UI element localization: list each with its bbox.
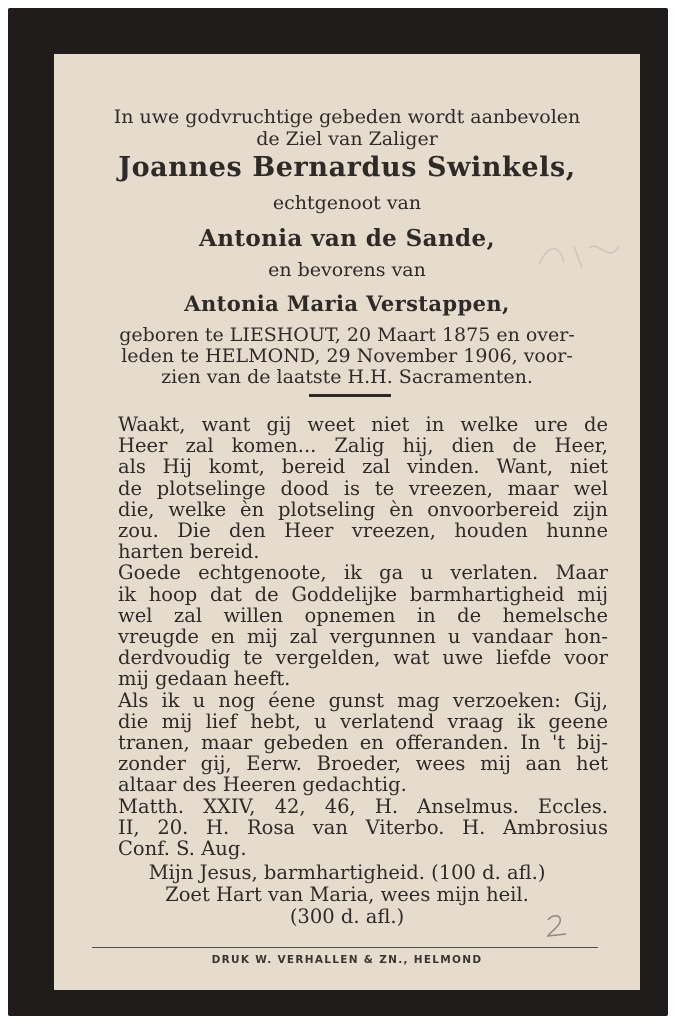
card-paper <box>54 54 640 990</box>
body-line: die, welke èn plotseling èn onvoorbereid zijn <box>118 497 608 521</box>
body-line: zonder gij, Eerw. Broeder, wees mij aan het <box>118 752 608 776</box>
intro-line-2: de Ziel van Zaliger <box>256 128 438 150</box>
card-header <box>54 106 640 388</box>
body-line: vreugde en mij zal vergunnen u vandaar hon- <box>118 625 608 649</box>
body-line: als Hij komt, bereid zal vinden. Want, niet <box>118 455 608 479</box>
body-line: ik hoop dat de Goddelijke barmhartigheid mij <box>118 582 608 606</box>
body-line: mij gedaan heeft. <box>118 667 291 691</box>
birth-death-line-3: zien van de laatste H.H. Sacramenten. <box>161 366 533 388</box>
body-line: Heer zal komen... Zalig hij, dien de Heer, <box>118 434 608 458</box>
deceased-name: Joannes Bernardus Swinkels, <box>118 152 576 183</box>
pencil-mark <box>542 912 572 938</box>
former-label: en bevorens van <box>268 259 426 281</box>
body-line: die mij lief hebt, u verlatend vraag ik geene <box>118 709 608 733</box>
divider-rule <box>309 394 391 397</box>
body-line: de plotselinge dood is te vreezen, maar wel <box>118 476 608 500</box>
body-line: zou. Die den Heer vreezen, houden hunne <box>118 519 608 543</box>
closing-line-3: (300 d. afl.) <box>289 905 405 928</box>
footer-rule <box>92 947 598 948</box>
birth-death-line-2: leden te HELMOND, 29 November 1906, voor- <box>121 345 573 367</box>
birth-death-line-1: geboren te LIESHOUT, 20 Maart 1875 en over- <box>119 324 575 346</box>
prayer-text <box>118 414 608 859</box>
body-line: Als ik u nog éene gunst mag verzoeken: Gij, <box>118 688 608 712</box>
body-line: derdvoudig te vergelden, wat uwe liefde voor <box>118 646 608 670</box>
body-line: Waakt, want gij weet niet in welke ure de <box>118 413 608 436</box>
body-line: Goede echtgenoote, ik ga u verlaten. Maar <box>118 561 608 585</box>
body-line: wel zal willen opnemen in de hemelsche <box>118 603 608 627</box>
body-line: harten bereid. <box>118 540 260 564</box>
spouse-name: Antonia van de Sande, <box>199 225 495 252</box>
closing-line-2: Zoet Hart van Maria, wees mijn heil. <box>165 883 529 906</box>
body-line: tranen, maar gebeden en offeranden. In 't bij- <box>118 731 608 755</box>
printer-imprint: DRUK W. VERHALLEN & ZN., HELMOND <box>211 954 483 966</box>
body-line: Conf. S. Aug. <box>118 837 247 861</box>
body-line: altaar des Heeren gedachtig. <box>118 773 407 797</box>
body-line: II, 20. H. Rosa van Viterbo. H. Ambrosius <box>118 815 608 839</box>
body-line: Matth. XXIV, 42, 46, H. Anselmus. Eccles. <box>118 794 608 818</box>
closing-line-1: Mijn Jesus, barmhartigheid. (100 d. afl.) <box>148 861 546 884</box>
intro-line-1: In uwe godvruchtige gebeden wordt aanbevolen <box>113 106 581 128</box>
memorial-card <box>8 8 668 1016</box>
spouse-label: echtgenoot van <box>272 192 422 214</box>
former-spouse-name: Antonia Maria Verstappen, <box>184 291 510 316</box>
